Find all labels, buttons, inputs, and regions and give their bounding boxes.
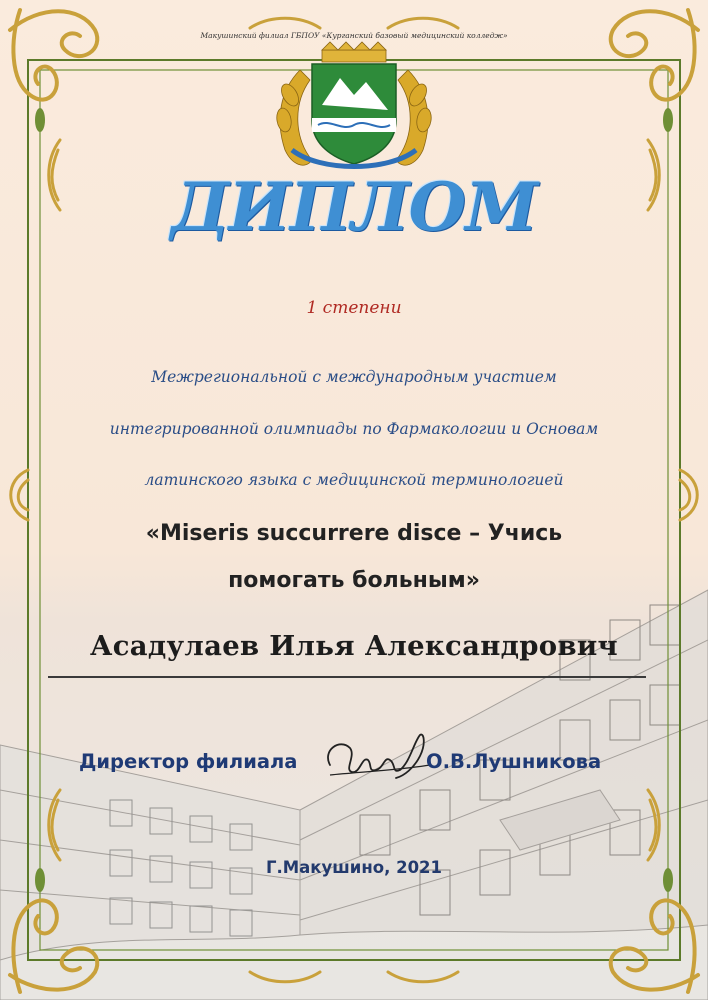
description-line-3: латинского языка с медицинской терминологией xyxy=(144,471,564,489)
signatory-name: О.В.Лушникова xyxy=(426,750,602,773)
motto-line-1: «Miseris succurrere disce – Учись xyxy=(145,521,563,546)
recipient-name: Асадулаев Илья Александрович xyxy=(90,630,618,662)
place-date: Г.Макушино, 2021 xyxy=(265,858,443,877)
description-line-1: Межрегиональной с международным участием xyxy=(151,368,557,386)
signature-label: Директор филиала xyxy=(79,750,298,773)
degree-label: 1 степени xyxy=(306,298,402,318)
description-line-2: интегрированной олимпиады по Фармакологии и Основам xyxy=(109,420,599,438)
diploma-title: ДИПЛОМ xyxy=(170,168,538,246)
institution-header: Макушинский филиал ГБПОУ «Курганский базовый медицинский колледж» xyxy=(200,31,508,40)
motto-line-2: помогать больным» xyxy=(228,568,480,593)
